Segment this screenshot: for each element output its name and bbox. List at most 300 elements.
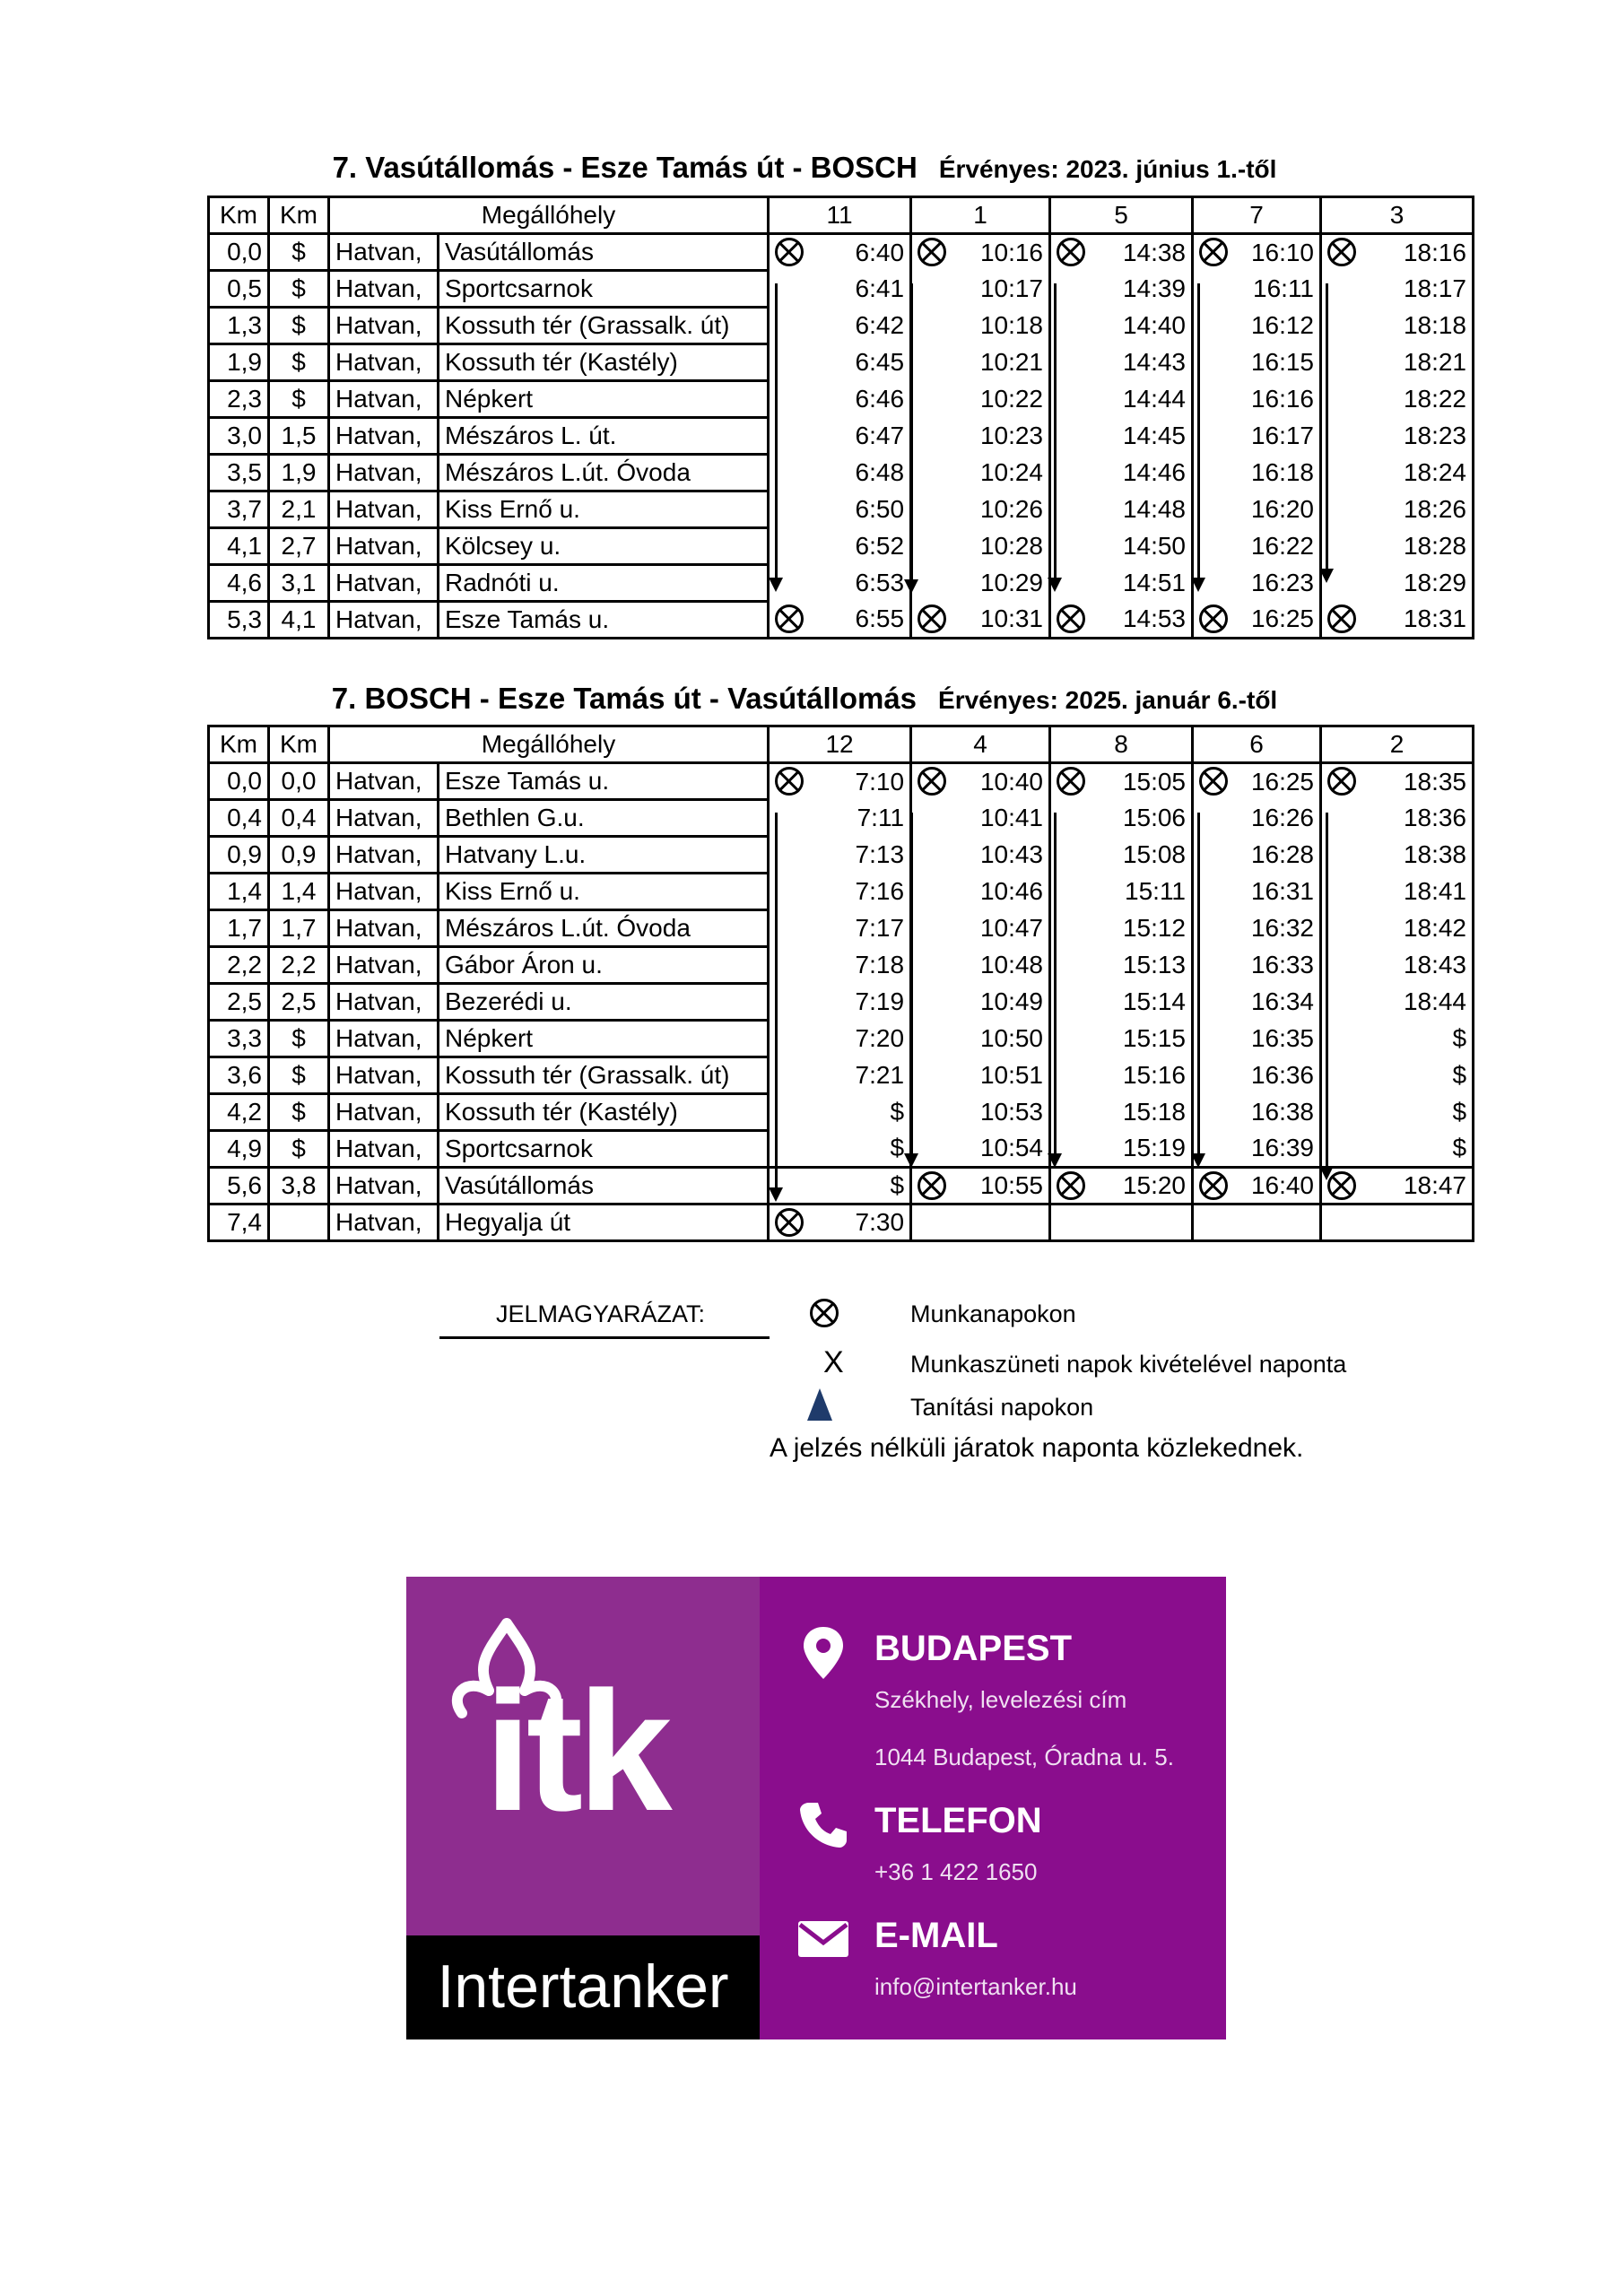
km-cell: 1,9 [209, 344, 269, 381]
time-cell [911, 910, 1050, 947]
km-cell: 3,7 [209, 491, 269, 528]
arrow-down-icon [775, 813, 778, 1189]
departure-time: 10:54 [979, 1134, 1044, 1162]
time-cell [1321, 1131, 1474, 1168]
time-cell [769, 947, 911, 984]
stop-name-cell: Kossuth tér (Kastély) [439, 1094, 769, 1131]
stop-name-cell: Kossuth tér (Grassalk. út) [439, 1057, 769, 1094]
time-cell [1193, 528, 1321, 565]
city-cell: Hatvan, [329, 837, 439, 874]
departure-time: $ [1452, 1061, 1467, 1089]
departure-time: 6:42 [855, 311, 905, 339]
departure-time: 16:15 [1250, 348, 1315, 376]
departure-time: 16:33 [1250, 951, 1315, 978]
km-cell: $ [269, 1021, 329, 1057]
time-cell [911, 1205, 1050, 1241]
stop-name-cell: Hatvany L.u. [439, 837, 769, 874]
departure-time: 14:40 [1122, 311, 1187, 339]
circled-x-icon [1327, 767, 1356, 796]
circled-x-icon [1199, 604, 1228, 633]
departure-time: 18:31 [1403, 604, 1467, 633]
departure-time: 10:21 [979, 348, 1044, 376]
circled-x-icon [918, 767, 946, 796]
km-cell: 2,7 [269, 528, 329, 565]
departure-time: 18:41 [1403, 877, 1467, 905]
time-cell [1193, 602, 1321, 639]
departure-time: 7:30 [855, 1208, 905, 1236]
stop-name-cell: Vasútállomás [439, 234, 769, 271]
stop-name-cell: Kossuth tér (Kastély) [439, 344, 769, 381]
table-row [209, 874, 1474, 910]
time-cell [1193, 271, 1321, 308]
arrow-down-icon [1054, 813, 1057, 1155]
time-cell [1321, 1168, 1474, 1205]
stop-name-cell: Radnóti u. [439, 565, 769, 602]
time-cell [911, 947, 1050, 984]
time-cell [1050, 381, 1193, 418]
header-run-number: 8 [1050, 726, 1193, 763]
arrow-down-icon [910, 813, 913, 1155]
departure-time: 10:43 [979, 840, 1044, 868]
km-cell: 2,2 [269, 947, 329, 984]
departure-time: 18:26 [1403, 495, 1467, 523]
km-cell: 4,1 [209, 528, 269, 565]
departure-time: 18:17 [1403, 274, 1467, 302]
departure-time: $ [890, 1171, 905, 1199]
km-cell: $ [269, 1131, 329, 1168]
departure-time: 14:46 [1122, 458, 1187, 486]
departure-time: 18:18 [1403, 311, 1467, 339]
stop-name-cell: Sportcsarnok [439, 271, 769, 308]
city-cell: Hatvan, [329, 528, 439, 565]
time-cell [1321, 602, 1474, 639]
circled-x-icon [918, 238, 946, 266]
departure-time: 14:38 [1122, 238, 1187, 266]
time-cell [1321, 837, 1474, 874]
header-run-number: 1 [911, 197, 1050, 234]
circled-x-icon [775, 1208, 804, 1237]
city-cell: Hatvan, [329, 1131, 439, 1168]
time-cell [769, 308, 911, 344]
phone-icon [798, 1799, 848, 1849]
time-cell [769, 234, 911, 271]
stop-name-cell: Mészáros L. út. [439, 418, 769, 455]
table2-title [0, 682, 1609, 716]
departure-time: 10:51 [979, 1061, 1044, 1089]
time-cell [1193, 455, 1321, 491]
time-cell [1050, 910, 1193, 947]
time-cell [769, 271, 911, 308]
city-cell: Hatvan, [329, 1021, 439, 1057]
km-cell: $ [269, 308, 329, 344]
stop-name-cell: Sportcsarnok [439, 1131, 769, 1168]
departure-time: 16:10 [1250, 238, 1315, 266]
city-cell: Hatvan, [329, 1205, 439, 1241]
km-cell: $ [269, 344, 329, 381]
time-cell [1193, 984, 1321, 1021]
time-cell [1321, 455, 1474, 491]
departure-time: 18:35 [1403, 767, 1467, 796]
city-cell: Hatvan, [329, 984, 439, 1021]
time-cell [1050, 344, 1193, 381]
km-cell: 2,3 [209, 381, 269, 418]
departure-time: 10:22 [979, 385, 1044, 413]
time-cell [1193, 1021, 1321, 1057]
table-row [209, 308, 1474, 344]
time-cell [911, 344, 1050, 381]
departure-time: 15:18 [1122, 1098, 1187, 1126]
circled-x-icon [775, 767, 804, 796]
city-cell: Hatvan, [329, 271, 439, 308]
city-cell: Hatvan, [329, 344, 439, 381]
departure-time: 14:51 [1122, 569, 1187, 596]
time-cell [1193, 874, 1321, 910]
city-cell: Hatvan, [329, 910, 439, 947]
email-icon [796, 1919, 850, 1959]
time-cell [1050, 1021, 1193, 1057]
departure-time: $ [890, 1134, 905, 1162]
departure-time: 15:14 [1122, 987, 1187, 1015]
time-cell [1050, 528, 1193, 565]
time-cell [1050, 491, 1193, 528]
time-cell [1321, 984, 1474, 1021]
departure-time: 16:22 [1250, 532, 1315, 560]
time-cell [1050, 1057, 1193, 1094]
time-cell [1050, 308, 1193, 344]
departure-time: 10:26 [979, 495, 1044, 523]
circled-x-icon [1199, 767, 1228, 796]
time-cell [911, 874, 1050, 910]
km-cell: 0,9 [209, 837, 269, 874]
city-cell: Hatvan, [329, 455, 439, 491]
time-cell [769, 381, 911, 418]
departure-time: 6:48 [855, 458, 905, 486]
km-cell: 3,3 [209, 1021, 269, 1057]
time-cell [911, 763, 1050, 800]
departure-time: 6:50 [855, 495, 905, 523]
stop-name-cell: Kölcsey u. [439, 528, 769, 565]
time-cell [1321, 344, 1474, 381]
departure-time: 6:46 [855, 385, 905, 413]
time-cell [911, 1168, 1050, 1205]
table-row [209, 565, 1474, 602]
time-cell [1321, 418, 1474, 455]
location-pin-icon [801, 1625, 846, 1681]
departure-time: 14:43 [1122, 348, 1187, 376]
departure-time: 6:47 [855, 422, 905, 449]
timetable-2 [207, 725, 1474, 1242]
departure-time: 16:12 [1250, 311, 1315, 339]
city-cell: Hatvan, [329, 763, 439, 800]
departure-time: 7:16 [855, 877, 905, 905]
km-cell: 1,4 [269, 874, 329, 910]
header-run-number: 3 [1321, 197, 1474, 234]
table-row [209, 837, 1474, 874]
km-cell: 2,5 [269, 984, 329, 1021]
time-cell [1050, 984, 1193, 1021]
table-row [209, 1168, 1474, 1205]
departure-time: 14:45 [1122, 422, 1187, 449]
table-row [209, 1021, 1474, 1057]
circled-x-icon [1057, 604, 1085, 633]
city-cell: Hatvan, [329, 947, 439, 984]
time-cell [911, 528, 1050, 565]
departure-time: 18:42 [1403, 914, 1467, 942]
time-cell [1193, 800, 1321, 837]
city-cell: Hatvan, [329, 1094, 439, 1131]
departure-time: 16:25 [1250, 767, 1315, 796]
km-cell: 5,3 [209, 602, 269, 639]
km-cell: 3,6 [209, 1057, 269, 1094]
table-row [209, 528, 1474, 565]
time-cell [1193, 1168, 1321, 1205]
departure-time: 14:48 [1122, 495, 1187, 523]
header-run-number: 6 [1193, 726, 1321, 763]
arrow-down-icon [1054, 283, 1057, 579]
departure-time: 16:11 [1253, 274, 1315, 302]
table-row [209, 344, 1474, 381]
departure-time: 18:21 [1403, 348, 1467, 376]
time-cell [1193, 344, 1321, 381]
stop-name-cell: Bezerédi u. [439, 984, 769, 1021]
circled-x-icon [918, 1171, 946, 1200]
header-run-number: 5 [1050, 197, 1193, 234]
km-cell: $ [269, 381, 329, 418]
departure-time: 18:47 [1403, 1171, 1467, 1199]
time-cell [911, 271, 1050, 308]
km-cell: 1,5 [269, 418, 329, 455]
km-cell: 0,0 [269, 763, 329, 800]
km-cell: 5,6 [209, 1168, 269, 1205]
departure-time: 15:05 [1122, 767, 1187, 796]
table-row [209, 418, 1474, 455]
legend-underline [439, 1336, 770, 1339]
time-cell [911, 837, 1050, 874]
departure-time: 16:28 [1250, 840, 1315, 868]
header-run-number: 2 [1321, 726, 1474, 763]
city-cell: Hatvan, [329, 874, 439, 910]
km-cell: 4,2 [209, 1094, 269, 1131]
city-cell: Hatvan, [329, 234, 439, 271]
departure-time: 7:10 [855, 767, 905, 796]
stop-name-cell: Esze Tamás u. [439, 763, 769, 800]
table-row [209, 800, 1474, 837]
time-cell [1321, 874, 1474, 910]
time-cell [1193, 234, 1321, 271]
triangle-icon [807, 1388, 832, 1421]
departure-time: 16:39 [1250, 1134, 1315, 1162]
time-cell [911, 1131, 1050, 1168]
time-cell [1050, 455, 1193, 491]
departure-time: 15:13 [1122, 951, 1187, 978]
stop-name-cell: Vasútállomás [439, 1168, 769, 1205]
time-cell [769, 455, 911, 491]
address-subtitle: Székhely, levelezési cím [874, 1686, 1127, 1713]
time-cell [1193, 1094, 1321, 1131]
km-cell: 3,1 [269, 565, 329, 602]
header-run-number: 12 [769, 726, 911, 763]
km-cell: 0,0 [209, 234, 269, 271]
departure-time: 16:26 [1250, 804, 1315, 831]
email-heading: E-MAIL [874, 1916, 998, 1955]
departure-time: 15:16 [1122, 1061, 1187, 1089]
departure-time: 14:39 [1122, 274, 1187, 302]
arrow-down-icon [910, 283, 913, 581]
stop-name-cell: Népkert [439, 381, 769, 418]
time-cell [1193, 381, 1321, 418]
departure-time: 10:16 [979, 238, 1044, 266]
km-cell: 2,5 [209, 984, 269, 1021]
time-cell [1193, 565, 1321, 602]
departure-time: 15:19 [1122, 1134, 1187, 1162]
arrow-down-icon [775, 283, 778, 579]
time-cell [911, 565, 1050, 602]
departure-time: 18:24 [1403, 458, 1467, 486]
legend-heading: JELMAGYARÁZAT: [496, 1300, 706, 1327]
time-cell [911, 491, 1050, 528]
time-cell [911, 455, 1050, 491]
logo-text: itk [484, 1657, 667, 1847]
circled-x-icon [1057, 767, 1085, 796]
table-row [209, 1205, 1474, 1241]
time-cell [1321, 528, 1474, 565]
header-km: Km [269, 726, 329, 763]
city-cell: Hatvan, [329, 1057, 439, 1094]
address-text: 1044 Budapest, Óradna u. 5. [874, 1744, 1174, 1770]
time-cell [1321, 308, 1474, 344]
time-cell [1050, 234, 1193, 271]
table2-valid: Érvényes: 2025. január 6.-től [938, 686, 1278, 714]
time-cell [1050, 1131, 1193, 1168]
header-stop: Megállóhely [329, 197, 769, 234]
arrow-down-icon [1197, 813, 1200, 1155]
legend-note: A jelzés nélküli járatok naponta közlekednek. [770, 1433, 1304, 1463]
circled-x-icon [1199, 238, 1228, 266]
km-cell: 1,3 [209, 308, 269, 344]
stop-name-cell: Kiss Ernő u. [439, 491, 769, 528]
departure-time: 7:13 [855, 840, 905, 868]
departure-time: 18:16 [1403, 238, 1467, 266]
departure-time: 18:23 [1403, 422, 1467, 449]
legend-symbol-x: X [823, 1345, 844, 1379]
km-cell: 0,9 [269, 837, 329, 874]
departure-time: 16:32 [1250, 914, 1315, 942]
time-cell [1050, 1205, 1193, 1241]
km-cell: $ [269, 1057, 329, 1094]
departure-time: 16:34 [1250, 987, 1315, 1015]
time-cell [911, 602, 1050, 639]
header-stop: Megállóhely [329, 726, 769, 763]
table-row [209, 1057, 1474, 1094]
city-cell: Hatvan, [329, 381, 439, 418]
departure-time: 18:29 [1403, 569, 1467, 596]
time-cell [911, 1094, 1050, 1131]
time-cell [1193, 947, 1321, 984]
departure-time: 7:11 [857, 804, 905, 831]
departure-time: 16:23 [1250, 569, 1315, 596]
time-cell [1050, 947, 1193, 984]
table-row [209, 910, 1474, 947]
table-row [209, 455, 1474, 491]
time-cell [1193, 491, 1321, 528]
stop-name-cell: Mészáros L.út. Óvoda [439, 455, 769, 491]
departure-time: 16:18 [1250, 458, 1315, 486]
departure-time: 16:36 [1250, 1061, 1315, 1089]
departure-time: 7:18 [855, 951, 905, 978]
departure-time: 10:47 [979, 914, 1044, 942]
time-cell [769, 1094, 911, 1131]
time-cell [769, 837, 911, 874]
departure-time: $ [1452, 1024, 1467, 1052]
circled-x-icon [1057, 238, 1085, 266]
departure-time: 6:41 [855, 274, 905, 302]
time-cell [769, 418, 911, 455]
time-cell [769, 491, 911, 528]
table1-valid: Érvényes: 2023. június 1.-től [938, 155, 1277, 183]
km-cell: 4,6 [209, 565, 269, 602]
time-cell [1321, 491, 1474, 528]
departure-time: 14:50 [1122, 532, 1187, 560]
stop-name-cell: Kossuth tér (Grassalk. út) [439, 308, 769, 344]
departure-time: $ [890, 1098, 905, 1126]
time-cell [911, 984, 1050, 1021]
circled-x-icon [918, 604, 946, 633]
km-cell: 1,7 [269, 910, 329, 947]
time-cell [911, 308, 1050, 344]
departure-time: 10:50 [979, 1024, 1044, 1052]
time-cell [1193, 418, 1321, 455]
city-cell: Hatvan, [329, 491, 439, 528]
time-cell [911, 381, 1050, 418]
km-cell: 3,0 [209, 418, 269, 455]
stop-name-cell: Bethlen G.u. [439, 800, 769, 837]
time-cell [769, 800, 911, 837]
departure-time: 7:19 [855, 987, 905, 1015]
stop-name-cell: Hegyalja út [439, 1205, 769, 1241]
time-cell [1193, 1057, 1321, 1094]
departure-time: 10:24 [979, 458, 1044, 486]
table-row [209, 984, 1474, 1021]
km-cell: 1,9 [269, 455, 329, 491]
departure-time: 6:40 [855, 238, 905, 266]
time-cell [769, 763, 911, 800]
km-cell: 0,5 [209, 271, 269, 308]
table-header-row [209, 197, 1474, 234]
table-row [209, 947, 1474, 984]
km-cell: 2,2 [209, 947, 269, 984]
time-cell [1321, 1021, 1474, 1057]
stop-name-cell: Népkert [439, 1021, 769, 1057]
time-cell [911, 1057, 1050, 1094]
km-cell: 2,1 [269, 491, 329, 528]
circled-x-icon [775, 238, 804, 266]
km-cell: 0,4 [209, 800, 269, 837]
time-cell [1193, 837, 1321, 874]
time-cell [1193, 1205, 1321, 1241]
time-cell [1193, 308, 1321, 344]
time-cell [1321, 947, 1474, 984]
city-cell: Hatvan, [329, 418, 439, 455]
arrow-down-icon [1197, 283, 1200, 579]
time-cell [1193, 910, 1321, 947]
time-cell [1050, 602, 1193, 639]
table-row [209, 271, 1474, 308]
departure-time: 10:41 [979, 804, 1044, 831]
time-cell [1321, 763, 1474, 800]
departure-time: 15:06 [1122, 804, 1187, 831]
departure-time: 10:17 [979, 274, 1044, 302]
table-row [209, 1094, 1474, 1131]
